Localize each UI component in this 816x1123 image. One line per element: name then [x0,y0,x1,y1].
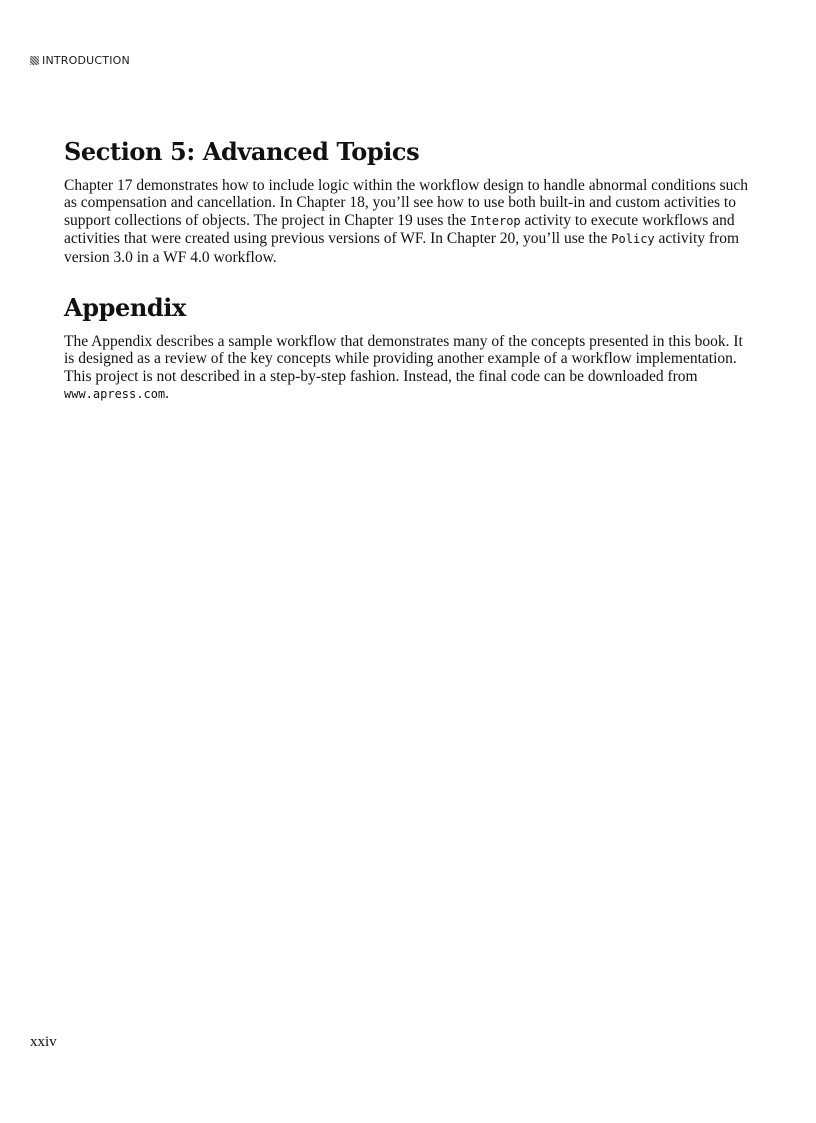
inline-code-policy: Policy [611,232,655,247]
running-head-text: INTRODUCTION [42,54,130,67]
running-head [30,54,130,67]
paragraph-text: activity to execute workflows and activities that were created using previous versions of WF. In Chapter 20, you’ll use the [64,211,735,248]
paragraph-text: . [165,385,170,403]
running-head-marker-icon [30,56,39,65]
page-number: xxiv [30,1034,57,1050]
appendix-title: Appendix [64,293,186,323]
apress-link[interactable]: www.apress.com [64,387,166,402]
paragraph-text: Chapter 17 demonstrates how to include logic within the workflow design to handle abnormal conditions such as compensation and cancellation. In Chapter 18, you’ll see how to use both built-in and custom activities to support collections of objects. The project in Chapter 19 uses the [64,177,749,229]
paragraph-text: The Appendix describes a sample workflow that demonstrates many of the concepts presented in this book. It is designed as a review of the key concepts while providing another example of a workflow implementation. This project is not described in a step-by-step fashion. Instead, the final code can be downloaded from [64,333,743,385]
paragraph-text: activity from version 3.0 in a WF 4.0 workflow. [64,230,740,266]
appendix-paragraph [64,333,754,404]
section-title: Section 5: Advanced Topics [64,137,420,166]
inline-code-interop: Interop [470,213,521,228]
section-paragraph [64,177,754,266]
page-body [64,136,754,404]
